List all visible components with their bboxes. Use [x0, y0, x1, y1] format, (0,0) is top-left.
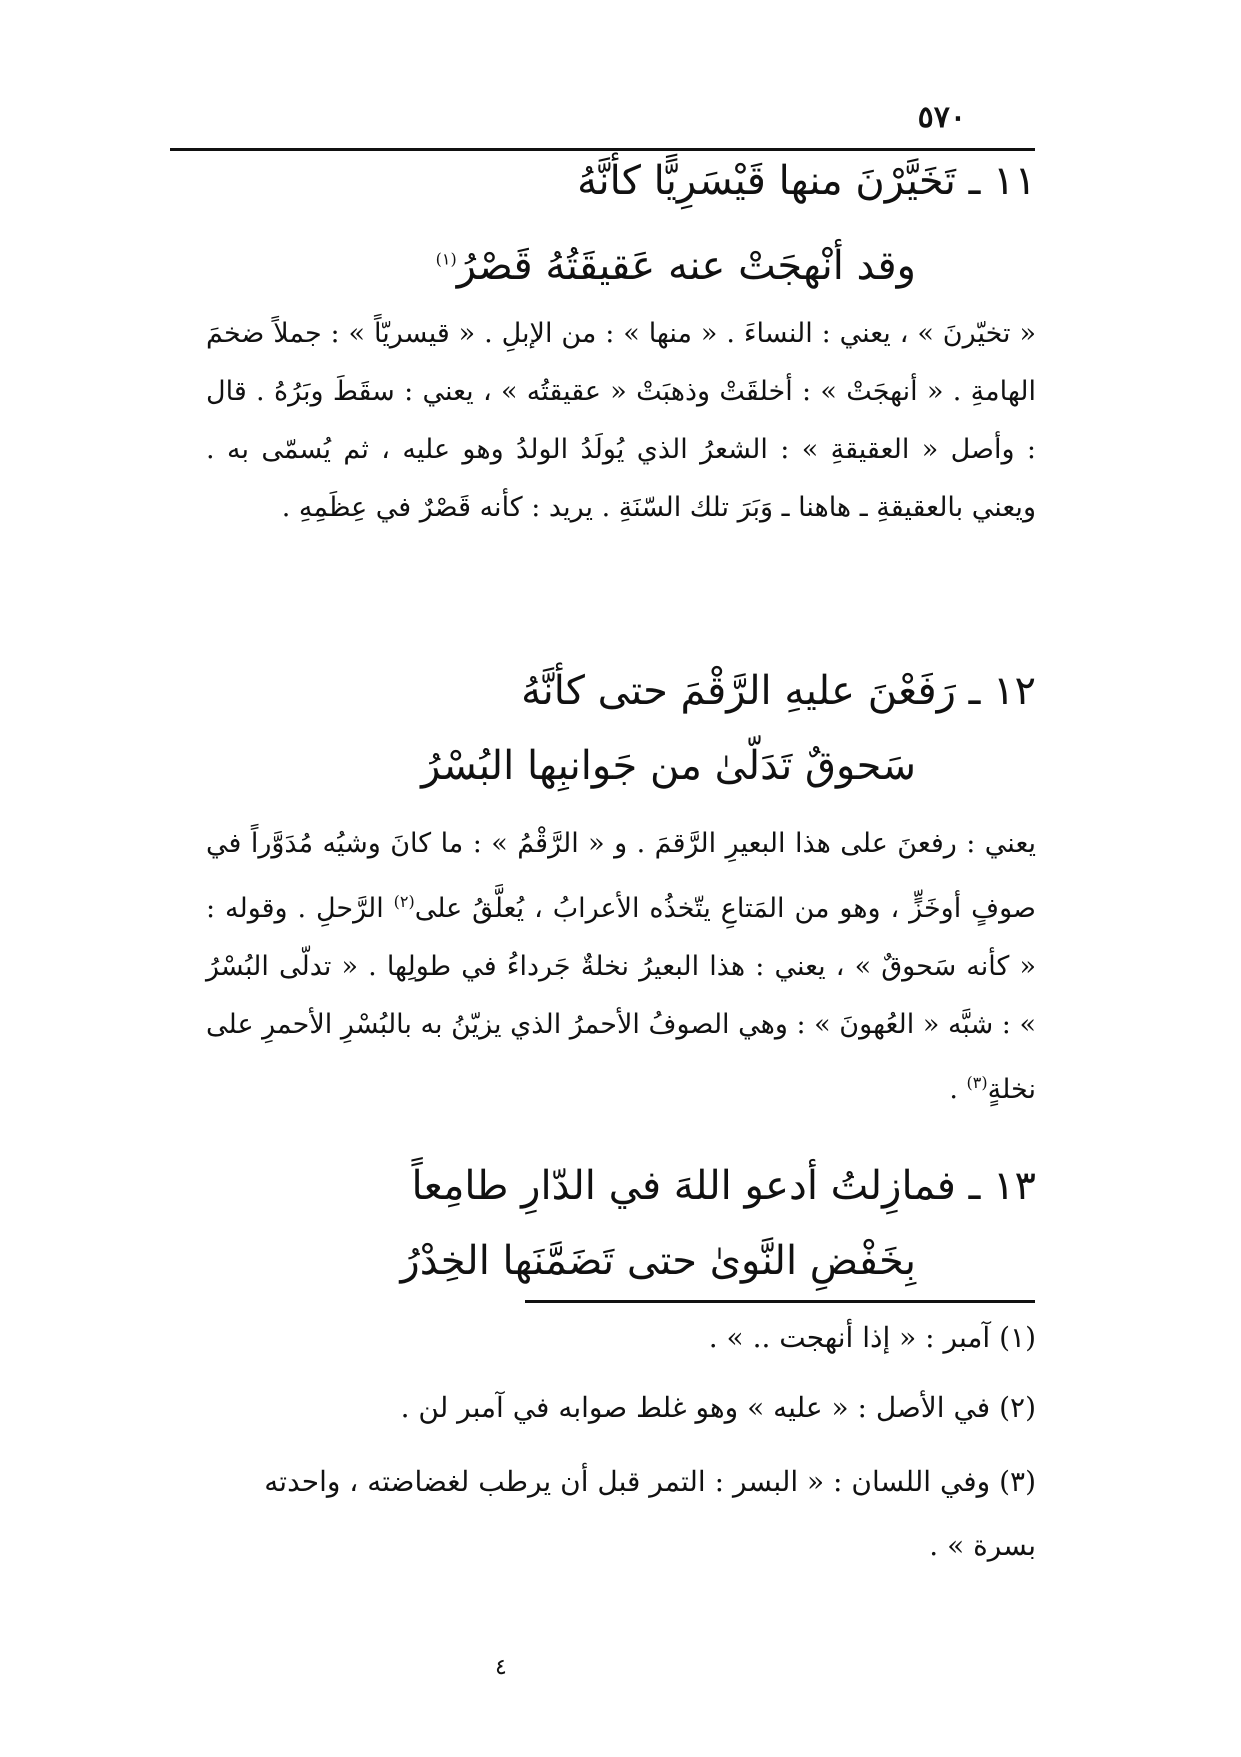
footnotes-rule	[525, 1300, 1035, 1303]
footnote-3: (٣) وفي اللسان : « البسر : التمر قبل أن يرطب لغضاضته ، واحدته بسرة » .	[264, 1465, 1036, 1562]
commentary-text: الرَّحلِ . وقوله : « كأنه سَحوقٌ » ، يعني : هذا البعيرُ نخلةٌ جَرداءُ في طولِها . « تدلّى البُسْرُ » : شبَّه « العُهونَ » : وهي الصوفُ الأحمرُ الذي يزيّنُ به بالبُسْرِ الأحمرِ على نخلةٍ	[206, 893, 1036, 1105]
commentary-text: يعني : رفعنَ على هذا البعيرِ الرَّقمَ . و « الرَّقْمُ » : ما كانَ وشيُه مُدَوَّراً في صوفٍ أوخَزٍّ ، وهو من المَتاعِ يتّخذُه الأعرابُ ، يُعلَّقُ على	[206, 828, 1036, 924]
verse-text: سَحوقٌ تَدَلّىٰ من جَوانبِها البُسْرُ	[421, 743, 916, 789]
verse-text: ١٣ ـ فمازِلتُ أدعو اللهَ في الدّارِ طامِعاً	[411, 1163, 1036, 1209]
footnote-2: (٢) في الأصل : « عليه » وهو غلط صوابه في آمبر لن .	[400, 1391, 1036, 1424]
commentary-text: .	[949, 1074, 958, 1105]
verse-text: بِخَفْضِ النَّوىٰ حتى تَضَمَّنَها الخِدْرُ	[400, 1238, 916, 1284]
footnote-ref: (١)	[435, 249, 457, 269]
verse-text: ١٢ ـ رَفَعْنَ عليهِ الرَّقْمَ حتى كأنَّهُ	[521, 668, 1036, 714]
commentary-paragraph	[206, 815, 1036, 1119]
commentary-text: « تخيّرنَ » ، يعني : النساءَ . « منها » : من الإبلِ . « قيسريّاً » : جملاً ضخمَ الهامةِ . « أنهجَتْ » : أخلقَتْ وذهبَتْ « عقيقتُه » ، يعني : سقَطَ وبَرُهُ . قال : وأصل « العقيقةِ » : الشعرُ الذي يُولَدُ الولدُ وهو عليه ، ثم يُسمّى به . ويعني بالعقيقةِ ـ هاهنا ـ وَبَرَ تلك السّنَةِ . يريد : كأنه قَصْرٌ في عِظَمِهِ .	[206, 318, 1036, 523]
verse-text: وقد أنْهجَتْ عنه عَقيقَتُهُ قَصْرُ	[456, 243, 916, 289]
footnote-ref: (٣)	[966, 1073, 988, 1092]
header-rule	[170, 148, 1035, 151]
footnote-1: (١) آمبر : « إذا أنهجت .. » .	[708, 1321, 1036, 1354]
printer-signature: ٤	[495, 1655, 507, 1680]
verse-13-first-hemistich	[412, 1160, 1036, 1212]
verse-text: ١١ ـ تَخَيَّرْنَ منها قَيْسَرِيًّا كأنَّهُ	[577, 158, 1036, 204]
footnote-ref: (٢)	[393, 892, 415, 911]
commentary-paragraph	[206, 305, 1036, 537]
verse-13-second-hemistich	[400, 1235, 916, 1287]
verse-12-second-hemistich	[421, 740, 916, 792]
page-number: ٥٧٠	[917, 100, 966, 135]
verse-11-second-hemistich	[436, 240, 916, 292]
verse-12-first-hemistich	[521, 665, 1036, 717]
verse-11-first-hemistich	[577, 155, 1036, 207]
